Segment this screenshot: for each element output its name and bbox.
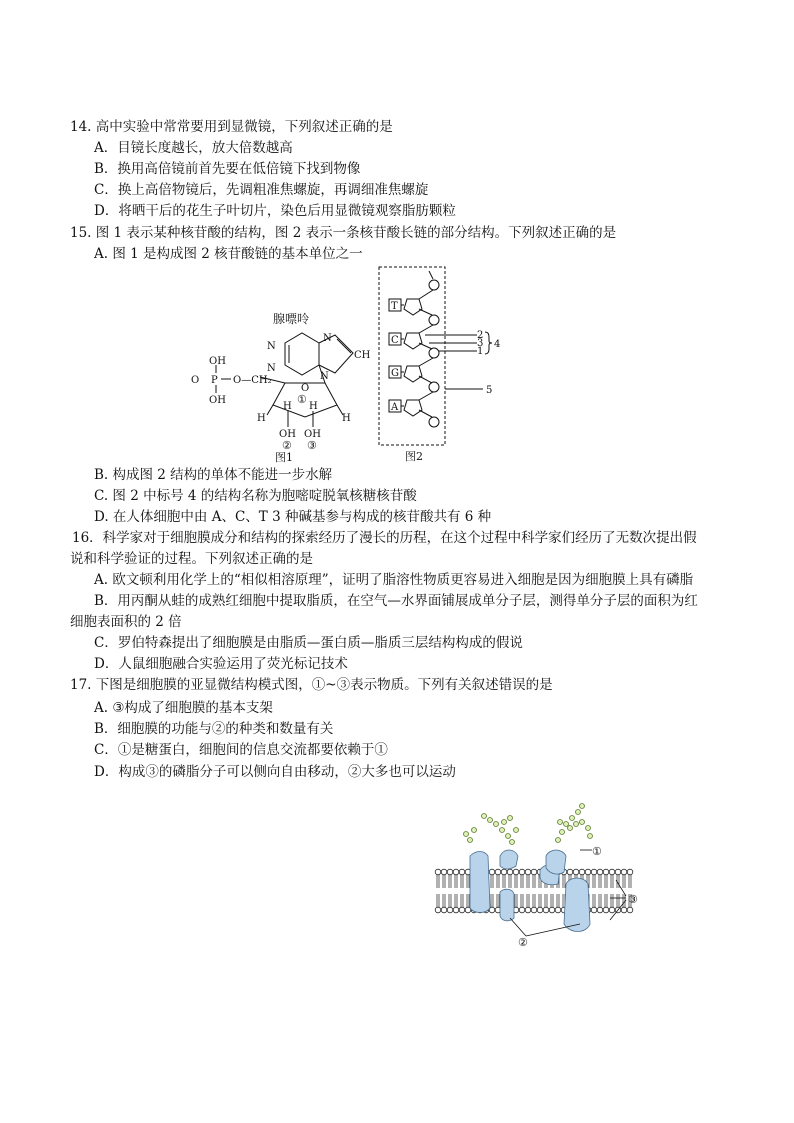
q16-stem: 16．科学家对于细胞膜成分和结构的探索经历了漫长的历程，在这个过程中科学家们经历了无数次提出假 xyxy=(72,530,697,546)
q14-option-b: B．换用高倍镜前首先要在低倍镜下找到物像 xyxy=(94,161,361,177)
q15-option-a: A. 图 1 是构成图 2 核苷酸链的基本单位之一 xyxy=(94,246,363,262)
phospholipid-head xyxy=(519,894,525,913)
atom-n-2: N xyxy=(267,341,276,352)
q15-option-d: D. 在人体细胞中由 A、C、T 3 种碱基参与构成的核苷酸共有 6 种 xyxy=(94,509,492,525)
base-g: G xyxy=(391,368,399,379)
atom-h-4: H xyxy=(309,401,318,412)
q16-option-a: A. 欧文顿利用化学上的“相似相溶原理”，证明了脂溶性物质更容易进入细胞是因为细胞膜上具有磷脂 xyxy=(94,572,694,588)
label-2: 2 xyxy=(477,330,484,341)
phospholipid-head xyxy=(609,869,615,888)
membrane-mark-2: ② xyxy=(518,936,528,949)
base-c: C xyxy=(391,335,399,346)
mark-1: ① xyxy=(297,393,307,406)
lipid-layer-outer xyxy=(435,869,633,888)
q14-option-d: D．将晒干后的花生子叶切片，染色后用显微镜观察脂肪颗粒 xyxy=(94,203,456,219)
phospholipid-head xyxy=(531,869,537,888)
q17-stem: 17. 下图是细胞膜的亚显微结构模式图，①~③表示物质。下列有关叙述错误的是 xyxy=(70,677,553,693)
base-t: T xyxy=(391,301,398,312)
atom-oh-bottom: OH xyxy=(209,395,226,406)
mark-2: ② xyxy=(282,439,292,452)
phospholipid-head xyxy=(597,869,603,888)
phospholipid-head xyxy=(519,869,525,888)
adenine-label: 腺嘌呤 xyxy=(273,312,310,326)
phospholipid-head xyxy=(441,894,447,913)
phospholipid-head xyxy=(525,869,531,888)
q17-option-d: D．构成③的磷脂分子可以侧向自由移动，②大多也可以运动 xyxy=(94,764,456,780)
phospholipid-head xyxy=(459,894,465,913)
q16-option-d: D．人鼠细胞融合实验运用了荧光标记技术 xyxy=(94,656,348,672)
atom-n-3: N xyxy=(267,363,276,374)
q16-option-c: C．罗伯特森提出了细胞膜是由脂质—蛋白质—脂质三层结构构成的假说 xyxy=(94,635,523,651)
phospholipid-head xyxy=(447,869,453,888)
atom-n-4: N xyxy=(320,371,329,382)
membrane-figure xyxy=(430,800,660,960)
phospholipid-head xyxy=(459,869,465,888)
label-5: 5 xyxy=(486,385,493,396)
atom-o-left: O xyxy=(191,375,200,386)
lipid-layer-inner xyxy=(435,894,633,913)
phospholipid-head xyxy=(555,894,561,913)
q14-stem: 14. 高中实验中常常要用到显微镜，下列叙述正确的是 xyxy=(70,119,393,135)
label-4: 4 xyxy=(494,339,501,350)
phospholipid-head xyxy=(603,869,609,888)
atom-ch: CH xyxy=(354,350,371,361)
q15-stem: 15. 图 1 表示某种核苷酸的结构，图 2 表示一条核苷酸长链的部分结构。下列叙述正确的是 xyxy=(70,225,617,241)
atom-p: P xyxy=(211,375,218,386)
phospholipid-head xyxy=(501,869,507,888)
phospholipid-head xyxy=(609,894,615,913)
phospholipid-head xyxy=(603,894,609,913)
phospholipid-head xyxy=(591,869,597,888)
atom-h-3: H xyxy=(283,401,292,412)
phospholipid-head xyxy=(453,894,459,913)
phospholipid-head xyxy=(453,869,459,888)
phospholipid-head xyxy=(513,869,519,888)
atom-o-ring: O xyxy=(301,383,310,394)
mark-3: ③ xyxy=(307,439,317,452)
membrane-proteins xyxy=(470,850,590,932)
q15-option-c: C. 图 2 中标号 4 的结构名称为胞嘧啶脱氧核糖核苷酸 xyxy=(94,488,417,504)
label-3: 3 xyxy=(477,338,484,349)
q14-option-a: A．目镜长度越长，放大倍数越高 xyxy=(94,140,293,156)
atom-o-ch2: O—CH₂ xyxy=(233,375,272,386)
phospholipid-head xyxy=(591,894,597,913)
phospholipid-head xyxy=(441,869,447,888)
atom-oh-3: OH xyxy=(304,429,321,440)
atom-n-1: N xyxy=(323,333,332,344)
fig2-label: 图2 xyxy=(405,450,423,463)
q15-option-b: B. 构成图 2 结构的单体不能进一步水解 xyxy=(94,467,333,483)
phospholipid-head xyxy=(615,869,621,888)
q17-option-c: C．①是糖蛋白，细胞间的信息交流都要依赖于① xyxy=(94,742,388,758)
membrane-mark-3: ③ xyxy=(628,893,638,906)
phospholipid-head xyxy=(621,894,627,913)
phospholipid-head xyxy=(627,869,633,888)
membrane-mark-1: ① xyxy=(592,845,602,858)
atom-oh-2: OH xyxy=(279,429,296,440)
phospholipid-head xyxy=(489,869,495,888)
phospholipid-head xyxy=(531,894,537,913)
q15-figure xyxy=(185,265,505,465)
phospholipid-head xyxy=(597,894,603,913)
glycoproteins xyxy=(464,804,593,845)
phospholipid-head xyxy=(495,869,501,888)
phospholipid-head xyxy=(537,894,543,913)
phospholipid-head xyxy=(525,894,531,913)
q16-stem-cont: 说和科学验证的过程。下列叙述正确的是 xyxy=(70,551,313,567)
phospholipid-head xyxy=(447,894,453,913)
phospholipid-head xyxy=(549,894,555,913)
q17-option-b: B．细胞膜的功能与②的种类和数量有关 xyxy=(94,721,334,737)
q16-option-b: B．用丙酮从蛙的成熟红细胞中提取脂质，在空气—水界面铺展成单分子层，测得单分子层的面积为红 xyxy=(94,593,698,609)
atom-h-2: H xyxy=(342,413,351,424)
phospholipid-head xyxy=(507,869,513,888)
q14-option-c: C．换上高倍物镜后，先调粗准焦螺旋，再调细准焦螺旋 xyxy=(94,182,429,198)
phospholipid-head xyxy=(621,869,627,888)
phospholipid-head xyxy=(435,869,441,888)
phospholipid-head xyxy=(543,894,549,913)
atom-oh-top: OH xyxy=(209,356,226,367)
atom-h-1: H xyxy=(257,413,266,424)
q17-option-a: A. ③构成了细胞膜的基本支架 xyxy=(94,700,273,716)
phospholipid-head xyxy=(435,894,441,913)
base-a: A xyxy=(391,402,399,413)
q16-option-b-cont: 细胞表面积的 2 倍 xyxy=(70,614,182,630)
label-1: 1 xyxy=(477,346,484,357)
fig1-label: 图1 xyxy=(275,451,293,464)
